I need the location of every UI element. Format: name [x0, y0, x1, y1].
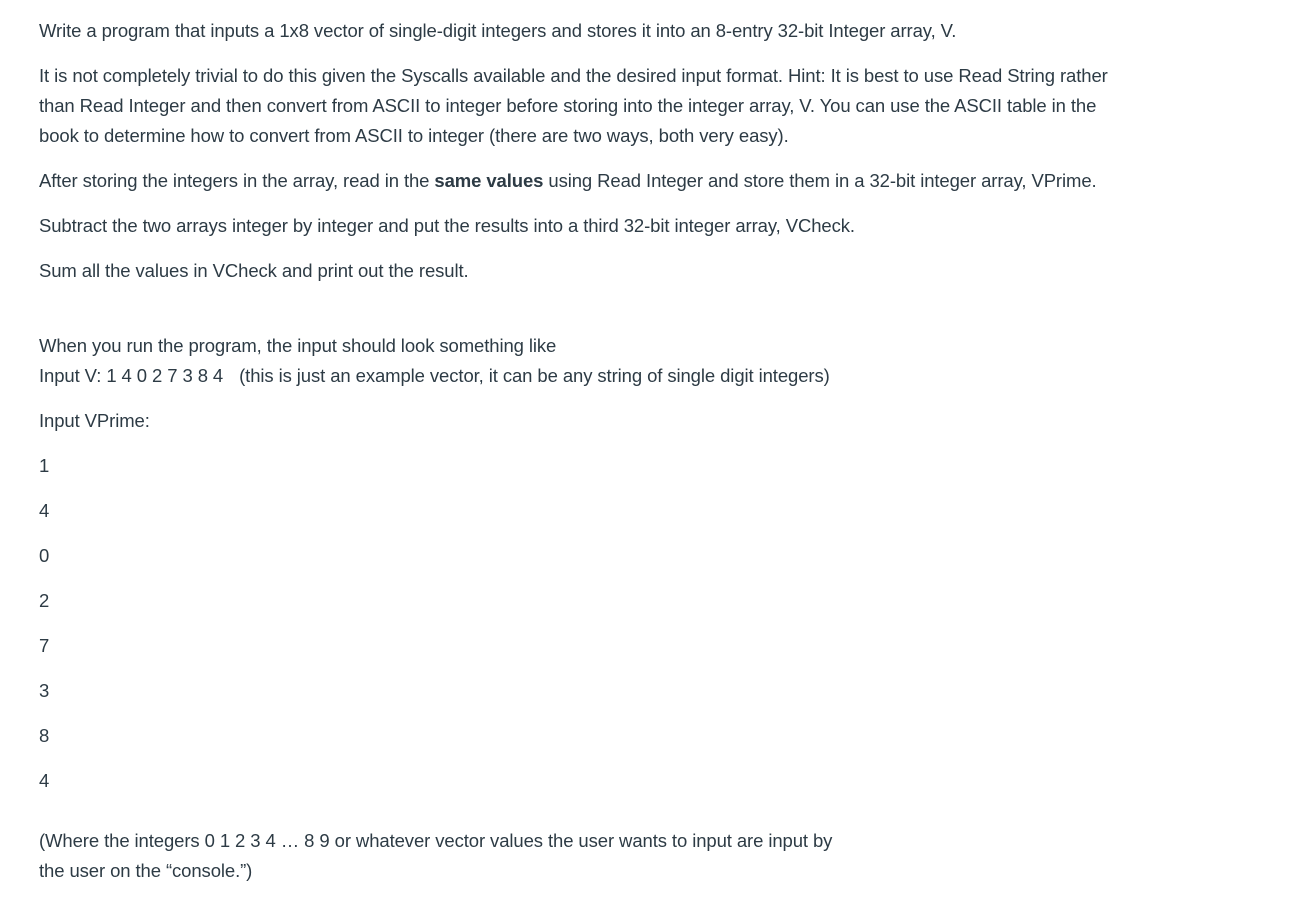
- paragraph-read-integer-before: After storing the integers in the array, read in the: [39, 170, 435, 191]
- paragraph-input-vprime: Input VPrime:: [39, 410, 150, 431]
- input-v-note: (this is just an example vector, it can be any string of single digit integers): [239, 365, 830, 386]
- paragraph-hint-line-1: It is not completely trivial to do this given the Syscalls available and the desired input format. Hint: It is best to use Read String rather: [39, 65, 1108, 86]
- emphasis-same-values: same values: [434, 170, 544, 191]
- input-v-example: Input V: 1 4 0 2 7 3 8 4: [39, 365, 224, 386]
- paragraph-read-integer: [39, 166, 1097, 196]
- paragraph-console-note-line-1: (Where the integers 0 1 2 3 4 … 8 9 or whatever vector values the user wants to input are input by: [39, 830, 833, 851]
- vprime-value: 7: [39, 635, 50, 656]
- paragraph-hint-line-3: book to determine how to convert from ASCII to integer (there are two ways, both very easy).: [39, 125, 789, 146]
- vprime-value: 8: [39, 725, 50, 746]
- vprime-value: 4: [39, 500, 50, 521]
- paragraph-sum: Sum all the values in VCheck and print out the result.: [39, 260, 469, 281]
- vprime-value: 3: [39, 680, 50, 701]
- paragraph-subtract: Subtract the two arrays integer by integer and put the results into a third 32-bit integer array, VCheck.: [39, 215, 855, 236]
- paragraph-input-v: [39, 361, 830, 391]
- vprime-value: 4: [39, 770, 50, 791]
- paragraph-console-note-line-2: the user on the “console.”): [39, 860, 253, 881]
- paragraph-run-example: When you run the program, the input should look something like: [39, 335, 557, 356]
- paragraph-intro: Write a program that inputs a 1x8 vector of single-digit integers and stores it into an 8-entry 32-bit Integer array, V.: [39, 20, 957, 41]
- vprime-value: 0: [39, 545, 50, 566]
- paragraph-read-integer-after: using Read Integer and store them in a 32-bit integer array, VPrime.: [543, 170, 1097, 191]
- paragraph-hint-line-2: than Read Integer and then convert from ASCII to integer before storing into the integer array, V. You can use the ASCII table in the: [39, 95, 1097, 116]
- vprime-value: 1: [39, 455, 50, 476]
- vprime-value: 2: [39, 590, 50, 611]
